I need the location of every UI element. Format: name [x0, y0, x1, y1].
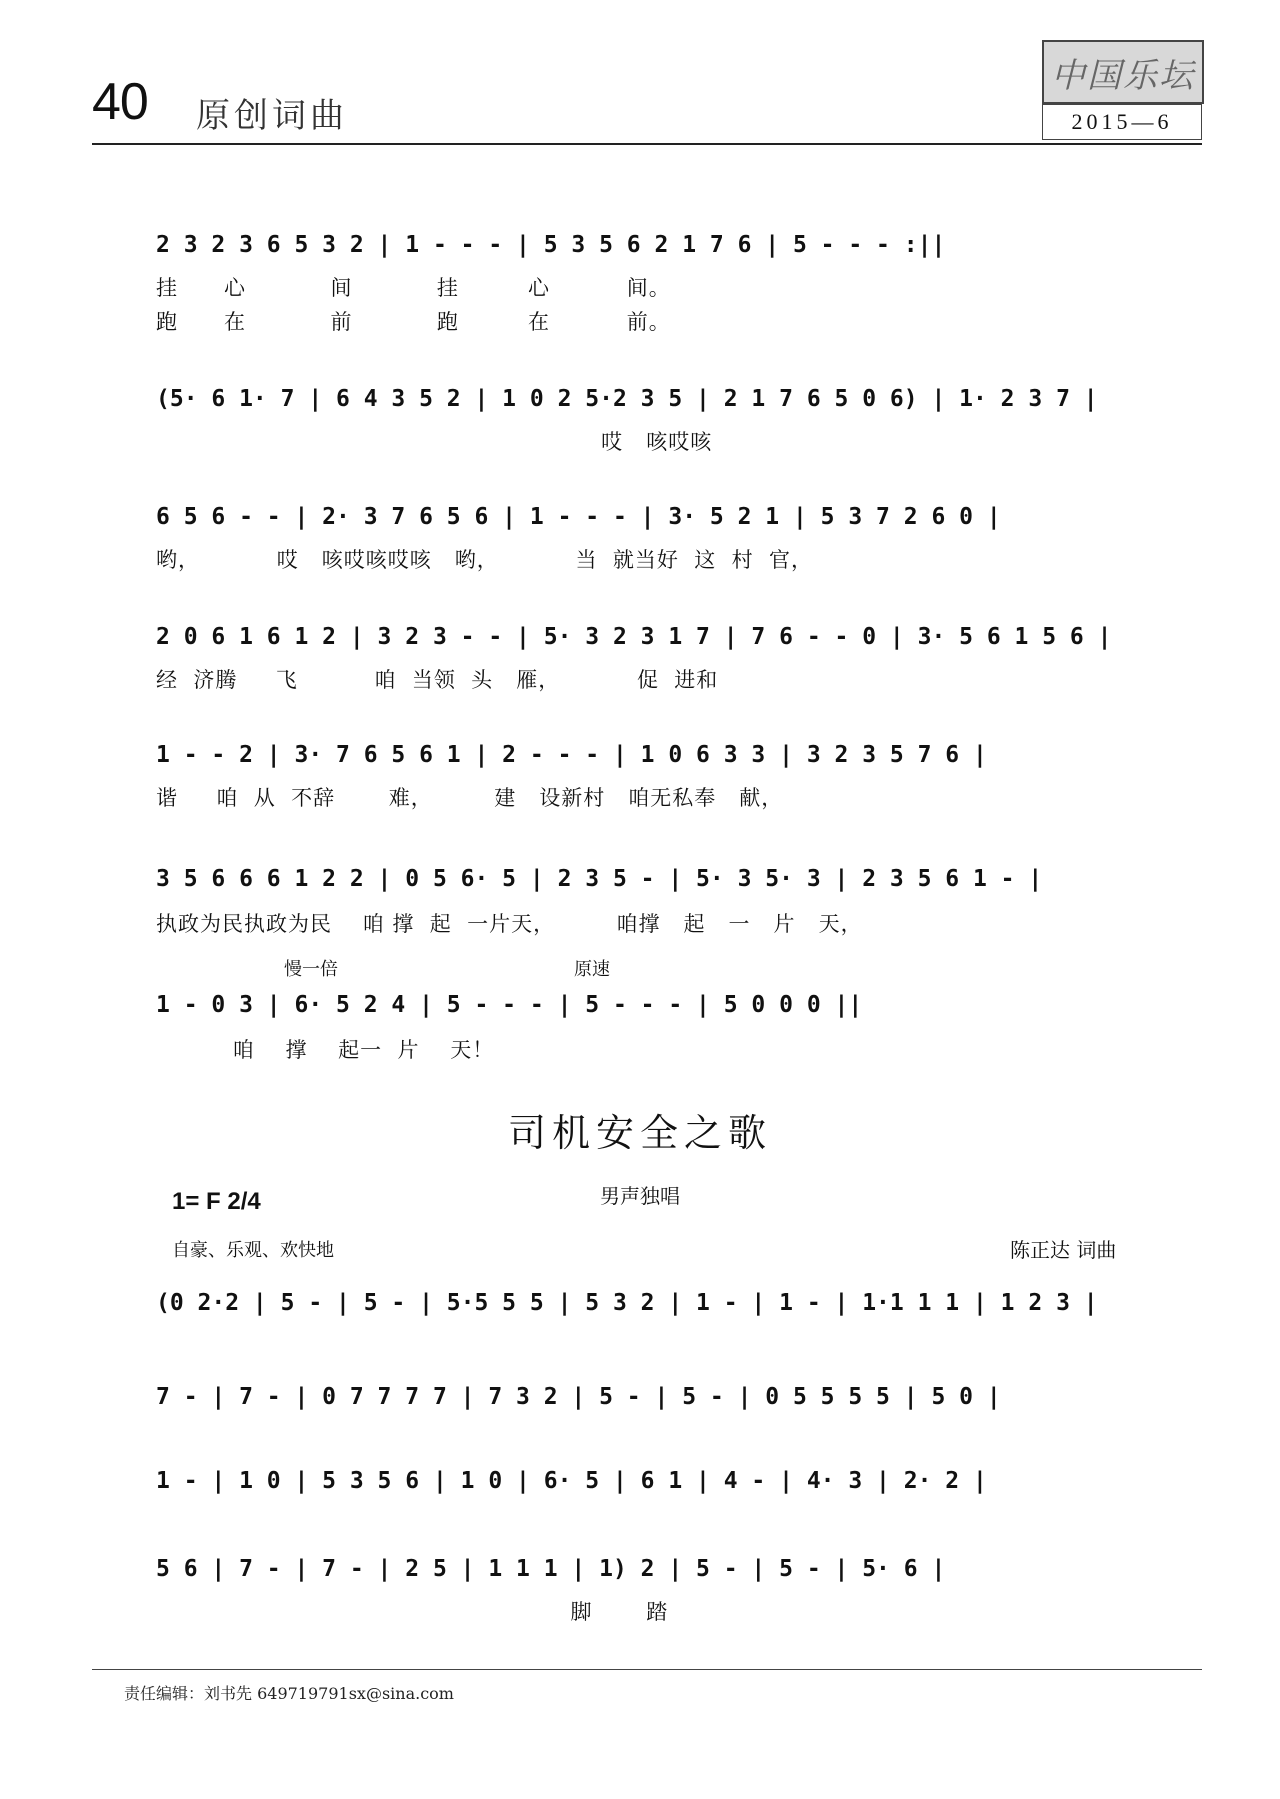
tempo-marking-slow: 慢一倍 — [284, 959, 338, 980]
notation-row: (5· 6 1· 7 | 6 4 3 5 2 | 1 0 2 5·2 3 5 | 2 1 7 6 5 0 6) | 1· 2 3 7 | — [156, 386, 1098, 412]
notation-row: 3 5 6 6 6 1 2 2 | 0 5 6· 5 | 2 3 5 - | 5· 3 5· 3 | 2 3 5 6 1 - | — [156, 866, 1043, 892]
editor-credit: 责任编辑：刘书先 649719791sx@sina.com — [124, 1684, 454, 1703]
notation-row: 5 6 | 7 - | 7 - | 2 5 | 1 1 1 | 1) 2 | 5 - | 5 - | 5· 6 | — [156, 1556, 946, 1582]
song-subtitle: 男声独唱 — [600, 1184, 680, 1208]
magazine-logo: 中国乐坛 — [1042, 40, 1204, 104]
footer-divider — [92, 1669, 1202, 1670]
lyric-line: 咱 撑 起一 片 天！ — [156, 1038, 495, 1062]
section-title: 原创词曲 — [196, 96, 348, 136]
tempo-indication: 自豪、乐观、欢快地 — [172, 1240, 334, 1261]
lyric-line: 谐 咱 从 不辞 难， 建 设新村 咱无私奉 献， — [156, 786, 784, 810]
key-signature: 1= F 2/4 — [172, 1188, 261, 1215]
page-number: 40 — [92, 73, 148, 131]
issue-number: 2015—6 — [1042, 104, 1202, 140]
lyric-line: 哟， 哎 咳哎咳哎咳 哟， 当 就当好 这 村 官， — [156, 548, 813, 572]
notation-row: (0 2·2 | 5 - | 5 - | 5·5 5 5 | 5 3 2 | 1 - | 1 - | 1·1 1 1 | 1 2 3 | — [156, 1290, 1098, 1316]
tempo-marking-original: 原速 — [574, 959, 610, 980]
composer-credit: 陈正达 词曲 — [1010, 1238, 1117, 1262]
song-title: 司机安全之歌 — [507, 1111, 772, 1155]
lyric-line: 经 济腾 飞 咱 当领 头 雁， 促 进和 — [156, 668, 719, 692]
notation-row: 1 - | 1 0 | 5 3 5 6 | 1 0 | 6· 5 | 6 1 | 4 - | 4· 3 | 2· 2 | — [156, 1468, 987, 1494]
notation-row: 7 - | 7 - | 0 7 7 7 7 | 7 3 2 | 5 - | 5 - | 0 5 5 5 5 | 5 0 | — [156, 1384, 1001, 1410]
notation-row: 2 0 6 1 6 1 2 | 3 2 3 - - | 5· 3 2 3 1 7 | 7 6 - - 0 | 3· 5 6 1 5 6 | — [156, 624, 1112, 650]
notation-row: 1 - - 2 | 3· 7 6 5 6 1 | 2 - - - | 1 0 6 3 3 | 3 2 3 5 7 6 | — [156, 742, 987, 768]
notation-row: 2 3 2 3 6 5 3 2 | 1 - - - | 5 3 5 6 2 1 7 6 | 5 - - - :|| — [156, 232, 946, 258]
lyric-line: 挂 心 间 挂 心 间。 — [156, 276, 671, 300]
header-divider — [92, 143, 1202, 145]
lyric-line: 哎 咳哎咳 — [156, 430, 713, 454]
lyric-line: 执政为民执政为民 咱 撑 起 一片天， 咱撑 起 一 片 天， — [156, 912, 863, 936]
lyric-line: 脚 踏 — [156, 1600, 669, 1624]
lyric-line: 跑 在 前 跑 在 前。 — [156, 310, 671, 334]
notation-row: 1 - 0 3 | 6· 5 2 4 | 5 - - - | 5 - - - | 5 0 0 0 || — [156, 992, 863, 1018]
notation-row: 6 5 6 - - | 2· 3 7 6 5 6 | 1 - - - | 3· 5 2 1 | 5 3 7 2 6 0 | — [156, 504, 1001, 530]
